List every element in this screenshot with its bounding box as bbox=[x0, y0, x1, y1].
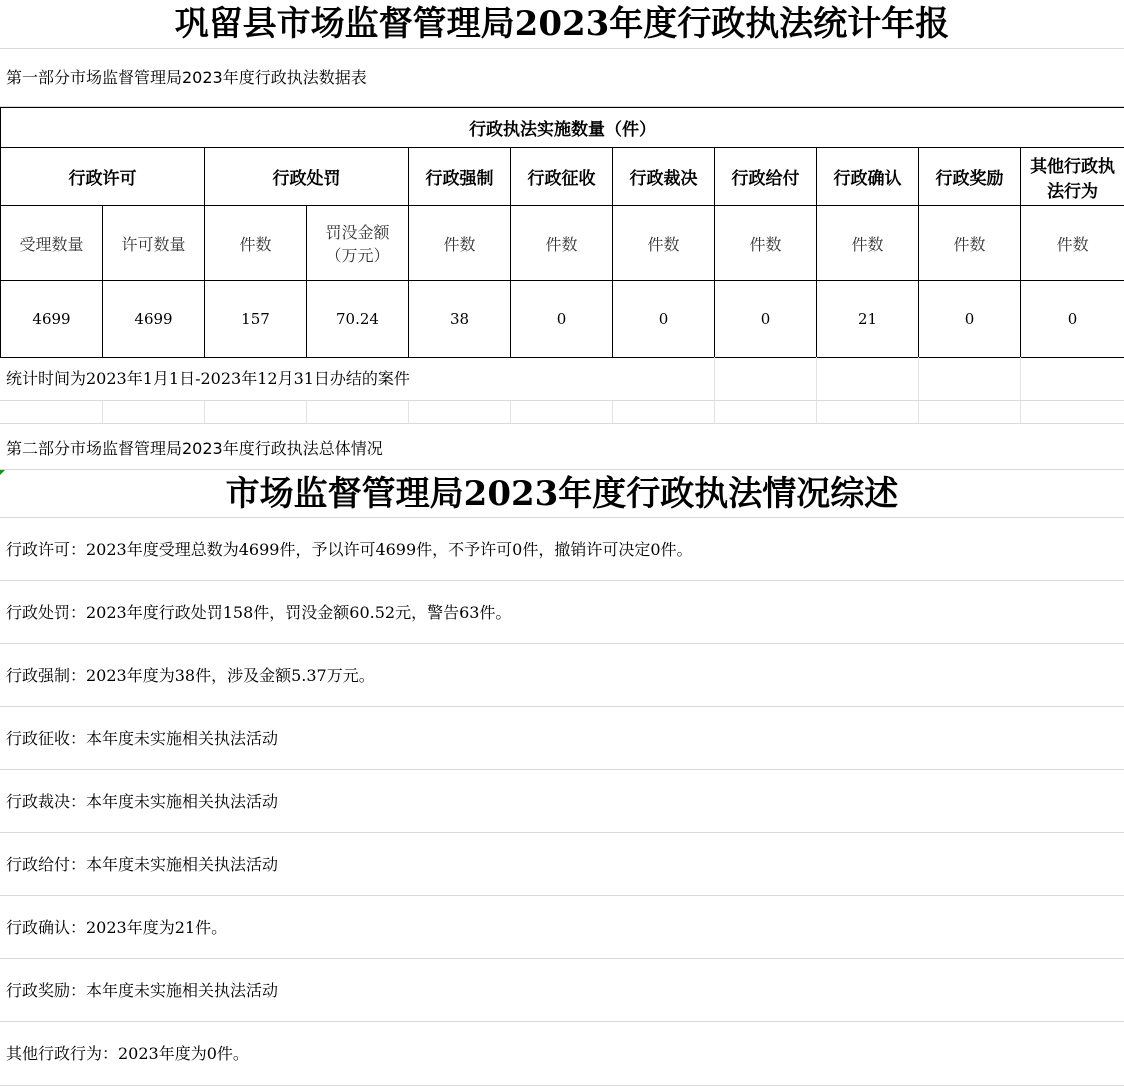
subheader-cell[interactable]: 件数 bbox=[205, 206, 307, 281]
table-top-header[interactable]: 行政执法实施数量（件） bbox=[1, 108, 1124, 148]
subheader-cell[interactable]: 罚没金额（万元） bbox=[307, 206, 409, 281]
subheader-cell[interactable]: 件数 bbox=[1021, 206, 1124, 281]
subheader-cell[interactable]: 件数 bbox=[919, 206, 1021, 281]
group-header-confirmation[interactable]: 行政确认 bbox=[817, 148, 919, 206]
grid-line bbox=[306, 401, 307, 423]
summary-row-confirmation[interactable]: 行政确认：2023年度为21件。 bbox=[0, 896, 1124, 959]
subheader-cell[interactable]: 许可数量 bbox=[103, 206, 205, 281]
part2-heading[interactable]: 第二部分市场监督管理局2023年度行政执法总体情况 bbox=[0, 424, 1124, 470]
value-cell[interactable]: 0 bbox=[715, 281, 817, 358]
subheader-cell[interactable]: 件数 bbox=[817, 206, 919, 281]
subheader-cell[interactable]: 受理数量 bbox=[1, 206, 103, 281]
grid-line bbox=[816, 357, 817, 400]
summary-row-penalty[interactable]: 行政处罚：2023年度行政处罚158件，罚没金额60.52元，警告63件。 bbox=[0, 581, 1124, 644]
group-header-license[interactable]: 行政许可 bbox=[1, 148, 205, 206]
subheader-cell[interactable]: 件数 bbox=[613, 206, 715, 281]
group-header-adjudication[interactable]: 行政裁决 bbox=[613, 148, 715, 206]
group-header-enforcement[interactable]: 行政强制 bbox=[409, 148, 511, 206]
summary-row-other[interactable]: 其他行政行为：2023年度为0件。 bbox=[0, 1022, 1124, 1086]
value-cell[interactable]: 70.24 bbox=[307, 281, 409, 358]
value-cell[interactable]: 0 bbox=[511, 281, 613, 358]
grid-line bbox=[102, 401, 103, 423]
stat-note-text: 统计时间为2023年1月1日-2023年12月31日办结的案件 bbox=[6, 369, 410, 388]
value-cell[interactable]: 21 bbox=[817, 281, 919, 358]
grid-line bbox=[714, 401, 715, 423]
value-cell[interactable]: 38 bbox=[409, 281, 511, 358]
grid-line bbox=[816, 401, 817, 423]
value-cell[interactable]: 4699 bbox=[1, 281, 103, 358]
value-cell[interactable]: 0 bbox=[1021, 281, 1124, 358]
grid-line bbox=[1020, 401, 1021, 423]
summary-row-license[interactable]: 行政许可：2023年度受理总数为4699件，予以许可4699件，不予许可0件，撤销许可决定0件。 bbox=[0, 518, 1124, 581]
summary-row-levy[interactable]: 行政征收：本年度未实施相关执法活动 bbox=[0, 707, 1124, 770]
group-header-reward[interactable]: 行政奖励 bbox=[919, 148, 1021, 206]
subheader-cell[interactable]: 件数 bbox=[409, 206, 511, 281]
summary-row-enforcement[interactable]: 行政强制：2023年度为38件，涉及金额5.37万元。 bbox=[0, 644, 1124, 707]
value-cell[interactable]: 4699 bbox=[103, 281, 205, 358]
summary-row-adjudication[interactable]: 行政裁决：本年度未实施相关执法活动 bbox=[0, 770, 1124, 833]
subheader-cell[interactable]: 件数 bbox=[511, 206, 613, 281]
grid-line bbox=[1020, 357, 1021, 400]
enforcement-data-table bbox=[0, 107, 1124, 358]
group-header-levy[interactable]: 行政征收 bbox=[511, 148, 613, 206]
summary-row-reward[interactable]: 行政奖励：本年度未实施相关执法活动 bbox=[0, 959, 1124, 1022]
subheader-cell[interactable]: 件数 bbox=[715, 206, 817, 281]
grid-line bbox=[408, 401, 409, 423]
grid-line bbox=[510, 401, 511, 423]
report-title[interactable]: 巩留县市场监督管理局2023年度行政执法统计年报 bbox=[0, 0, 1124, 49]
stat-note[interactable] bbox=[0, 357, 1124, 401]
group-header-other[interactable]: 其他行政执法行为 bbox=[1021, 148, 1124, 206]
grid-line bbox=[918, 357, 919, 400]
value-cell[interactable]: 0 bbox=[919, 281, 1021, 358]
value-cell[interactable]: 0 bbox=[613, 281, 715, 358]
part1-heading[interactable]: 第一部分市场监督管理局2023年度行政执法数据表 bbox=[0, 49, 1124, 107]
grid-line bbox=[714, 357, 715, 400]
summary-row-payment[interactable]: 行政给付：本年度未实施相关执法活动 bbox=[0, 833, 1124, 896]
group-header-penalty[interactable]: 行政处罚 bbox=[205, 148, 409, 206]
value-cell[interactable]: 157 bbox=[205, 281, 307, 358]
empty-row[interactable] bbox=[0, 401, 1124, 424]
summary-title[interactable]: 市场监督管理局2023年度行政执法情况综述 bbox=[0, 470, 1124, 518]
group-header-payment[interactable]: 行政给付 bbox=[715, 148, 817, 206]
grid-line bbox=[204, 401, 205, 423]
grid-line bbox=[612, 401, 613, 423]
grid-line bbox=[918, 401, 919, 423]
